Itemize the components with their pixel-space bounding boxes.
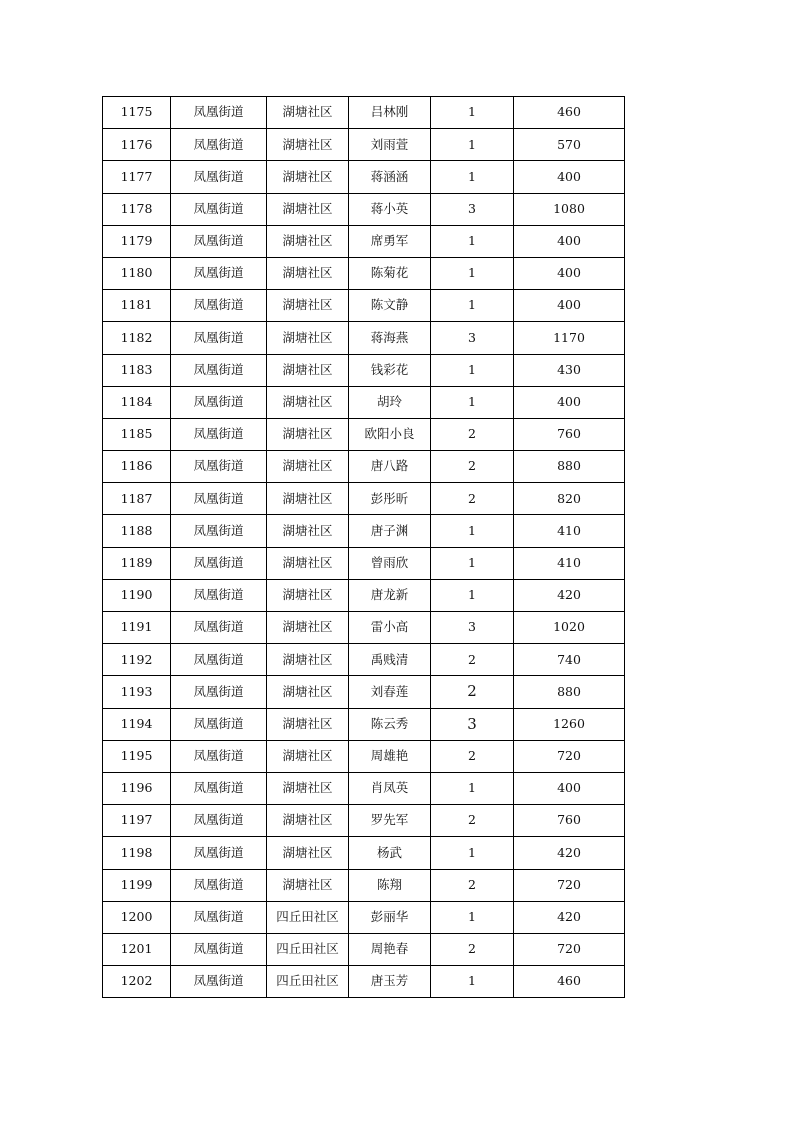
table-row [103, 772, 625, 804]
community-cell: 湖塘社区 [267, 225, 349, 257]
table-row [103, 193, 625, 225]
person-name-cell: 蒋海燕 [349, 322, 431, 354]
serial-number-cell: 1197 [103, 805, 171, 837]
community-cell: 湖塘社区 [267, 579, 349, 611]
amount-cell: 460 [514, 966, 625, 998]
amount-cell: 460 [514, 97, 625, 129]
household-size-cell: 1 [431, 97, 514, 129]
community-cell: 湖塘社区 [267, 386, 349, 418]
community-cell: 湖塘社区 [267, 515, 349, 547]
person-name-cell: 欧阳小良 [349, 418, 431, 450]
serial-number-cell: 1193 [103, 676, 171, 708]
person-name-cell: 彭丽华 [349, 901, 431, 933]
amount-cell: 420 [514, 901, 625, 933]
person-name-cell: 胡玲 [349, 386, 431, 418]
community-cell: 四丘田社区 [267, 933, 349, 965]
table-row [103, 869, 625, 901]
amount-cell: 740 [514, 644, 625, 676]
serial-number-cell: 1194 [103, 708, 171, 740]
street-cell: 凤凰街道 [171, 740, 267, 772]
amount-cell: 760 [514, 805, 625, 837]
table-row [103, 322, 625, 354]
serial-number-cell: 1192 [103, 644, 171, 676]
street-cell: 凤凰街道 [171, 547, 267, 579]
street-cell: 凤凰街道 [171, 483, 267, 515]
amount-cell: 420 [514, 837, 625, 869]
person-name-cell: 陈翔 [349, 869, 431, 901]
amount-cell: 760 [514, 418, 625, 450]
community-cell: 湖塘社区 [267, 257, 349, 289]
community-cell: 湖塘社区 [267, 161, 349, 193]
household-size-cell: 3 [431, 612, 514, 644]
community-cell: 湖塘社区 [267, 483, 349, 515]
amount-cell: 720 [514, 869, 625, 901]
street-cell: 凤凰街道 [171, 97, 267, 129]
household-size-cell: 3 [431, 708, 514, 740]
person-name-cell: 蒋小英 [349, 193, 431, 225]
amount-cell: 420 [514, 579, 625, 611]
serial-number-cell: 1179 [103, 225, 171, 257]
community-cell: 湖塘社区 [267, 290, 349, 322]
serial-number-cell: 1186 [103, 451, 171, 483]
household-size-cell: 1 [431, 579, 514, 611]
table-row [103, 418, 625, 450]
community-cell: 湖塘社区 [267, 451, 349, 483]
table-row [103, 257, 625, 289]
person-name-cell: 周艳春 [349, 933, 431, 965]
serial-number-cell: 1180 [103, 257, 171, 289]
table-row [103, 290, 625, 322]
household-size-cell: 1 [431, 901, 514, 933]
person-name-cell: 吕林刚 [349, 97, 431, 129]
serial-number-cell: 1176 [103, 129, 171, 161]
serial-number-cell: 1189 [103, 547, 171, 579]
street-cell: 凤凰街道 [171, 322, 267, 354]
community-cell: 湖塘社区 [267, 193, 349, 225]
person-name-cell: 刘雨萱 [349, 129, 431, 161]
street-cell: 凤凰街道 [171, 676, 267, 708]
street-cell: 凤凰街道 [171, 869, 267, 901]
table-row [103, 837, 625, 869]
table-row [103, 97, 625, 129]
amount-cell: 880 [514, 451, 625, 483]
community-cell: 湖塘社区 [267, 805, 349, 837]
amount-cell: 410 [514, 547, 625, 579]
serial-number-cell: 1200 [103, 901, 171, 933]
table-row [103, 515, 625, 547]
table-row [103, 547, 625, 579]
serial-number-cell: 1202 [103, 966, 171, 998]
person-name-cell: 唐子渊 [349, 515, 431, 547]
community-cell: 湖塘社区 [267, 612, 349, 644]
serial-number-cell: 1182 [103, 322, 171, 354]
community-cell: 湖塘社区 [267, 129, 349, 161]
assistance-list-table [102, 96, 625, 998]
person-name-cell: 陈云秀 [349, 708, 431, 740]
street-cell: 凤凰街道 [171, 418, 267, 450]
table-row [103, 740, 625, 772]
amount-cell: 400 [514, 290, 625, 322]
document-table-container [102, 96, 625, 998]
serial-number-cell: 1175 [103, 97, 171, 129]
serial-number-cell: 1196 [103, 772, 171, 804]
household-size-cell: 1 [431, 837, 514, 869]
amount-cell: 1260 [514, 708, 625, 740]
street-cell: 凤凰街道 [171, 612, 267, 644]
community-cell: 四丘田社区 [267, 901, 349, 933]
community-cell: 湖塘社区 [267, 869, 349, 901]
person-name-cell: 钱彩花 [349, 354, 431, 386]
street-cell: 凤凰街道 [171, 772, 267, 804]
amount-cell: 570 [514, 129, 625, 161]
community-cell: 湖塘社区 [267, 97, 349, 129]
table-row [103, 644, 625, 676]
street-cell: 凤凰街道 [171, 708, 267, 740]
community-cell: 四丘田社区 [267, 966, 349, 998]
serial-number-cell: 1183 [103, 354, 171, 386]
amount-cell: 400 [514, 257, 625, 289]
serial-number-cell: 1177 [103, 161, 171, 193]
amount-cell: 1080 [514, 193, 625, 225]
street-cell: 凤凰街道 [171, 805, 267, 837]
table-body [103, 97, 625, 998]
household-size-cell: 2 [431, 676, 514, 708]
household-size-cell: 2 [431, 869, 514, 901]
household-size-cell: 2 [431, 644, 514, 676]
person-name-cell: 陈菊花 [349, 257, 431, 289]
serial-number-cell: 1190 [103, 579, 171, 611]
household-size-cell: 2 [431, 805, 514, 837]
serial-number-cell: 1201 [103, 933, 171, 965]
street-cell: 凤凰街道 [171, 290, 267, 322]
amount-cell: 720 [514, 933, 625, 965]
person-name-cell: 陈文静 [349, 290, 431, 322]
community-cell: 湖塘社区 [267, 644, 349, 676]
table-row [103, 129, 625, 161]
person-name-cell: 杨武 [349, 837, 431, 869]
person-name-cell: 唐龙新 [349, 579, 431, 611]
community-cell: 湖塘社区 [267, 708, 349, 740]
street-cell: 凤凰街道 [171, 225, 267, 257]
street-cell: 凤凰街道 [171, 644, 267, 676]
street-cell: 凤凰街道 [171, 515, 267, 547]
table-row [103, 451, 625, 483]
person-name-cell: 彭彤昕 [349, 483, 431, 515]
household-size-cell: 2 [431, 740, 514, 772]
person-name-cell: 刘春莲 [349, 676, 431, 708]
person-name-cell: 周雄艳 [349, 740, 431, 772]
community-cell: 湖塘社区 [267, 676, 349, 708]
household-size-cell: 2 [431, 451, 514, 483]
household-size-cell: 1 [431, 257, 514, 289]
table-row [103, 676, 625, 708]
table-row [103, 225, 625, 257]
person-name-cell: 蒋涵涵 [349, 161, 431, 193]
amount-cell: 400 [514, 386, 625, 418]
serial-number-cell: 1184 [103, 386, 171, 418]
amount-cell: 1020 [514, 612, 625, 644]
table-row [103, 612, 625, 644]
amount-cell: 1170 [514, 322, 625, 354]
household-size-cell: 1 [431, 129, 514, 161]
community-cell: 湖塘社区 [267, 772, 349, 804]
table-row [103, 933, 625, 965]
household-size-cell: 1 [431, 225, 514, 257]
person-name-cell: 雷小高 [349, 612, 431, 644]
street-cell: 凤凰街道 [171, 966, 267, 998]
table-row [103, 579, 625, 611]
street-cell: 凤凰街道 [171, 354, 267, 386]
amount-cell: 400 [514, 772, 625, 804]
street-cell: 凤凰街道 [171, 933, 267, 965]
household-size-cell: 3 [431, 322, 514, 354]
community-cell: 湖塘社区 [267, 354, 349, 386]
community-cell: 湖塘社区 [267, 547, 349, 579]
street-cell: 凤凰街道 [171, 901, 267, 933]
street-cell: 凤凰街道 [171, 579, 267, 611]
table-row [103, 901, 625, 933]
serial-number-cell: 1191 [103, 612, 171, 644]
table-row [103, 354, 625, 386]
household-size-cell: 1 [431, 515, 514, 547]
household-size-cell: 3 [431, 193, 514, 225]
household-size-cell: 1 [431, 547, 514, 579]
amount-cell: 410 [514, 515, 625, 547]
community-cell: 湖塘社区 [267, 322, 349, 354]
person-name-cell: 禹贱清 [349, 644, 431, 676]
amount-cell: 880 [514, 676, 625, 708]
household-size-cell: 1 [431, 966, 514, 998]
street-cell: 凤凰街道 [171, 386, 267, 418]
street-cell: 凤凰街道 [171, 451, 267, 483]
street-cell: 凤凰街道 [171, 257, 267, 289]
street-cell: 凤凰街道 [171, 837, 267, 869]
table-row [103, 805, 625, 837]
street-cell: 凤凰街道 [171, 129, 267, 161]
amount-cell: 400 [514, 225, 625, 257]
person-name-cell: 罗先军 [349, 805, 431, 837]
household-size-cell: 1 [431, 290, 514, 322]
household-size-cell: 1 [431, 354, 514, 386]
person-name-cell: 唐八路 [349, 451, 431, 483]
household-size-cell: 2 [431, 933, 514, 965]
person-name-cell: 曾雨欣 [349, 547, 431, 579]
street-cell: 凤凰街道 [171, 193, 267, 225]
table-row [103, 966, 625, 998]
person-name-cell: 席勇军 [349, 225, 431, 257]
community-cell: 湖塘社区 [267, 418, 349, 450]
amount-cell: 720 [514, 740, 625, 772]
community-cell: 湖塘社区 [267, 740, 349, 772]
amount-cell: 400 [514, 161, 625, 193]
serial-number-cell: 1187 [103, 483, 171, 515]
street-cell: 凤凰街道 [171, 161, 267, 193]
community-cell: 湖塘社区 [267, 837, 349, 869]
table-row [103, 161, 625, 193]
serial-number-cell: 1188 [103, 515, 171, 547]
serial-number-cell: 1198 [103, 837, 171, 869]
serial-number-cell: 1185 [103, 418, 171, 450]
serial-number-cell: 1178 [103, 193, 171, 225]
household-size-cell: 1 [431, 161, 514, 193]
amount-cell: 430 [514, 354, 625, 386]
household-size-cell: 2 [431, 418, 514, 450]
person-name-cell: 肖凤英 [349, 772, 431, 804]
household-size-cell: 1 [431, 772, 514, 804]
serial-number-cell: 1199 [103, 869, 171, 901]
table-row [103, 708, 625, 740]
table-row [103, 483, 625, 515]
table-row [103, 386, 625, 418]
serial-number-cell: 1181 [103, 290, 171, 322]
household-size-cell: 1 [431, 386, 514, 418]
amount-cell: 820 [514, 483, 625, 515]
household-size-cell: 2 [431, 483, 514, 515]
serial-number-cell: 1195 [103, 740, 171, 772]
person-name-cell: 唐玉芳 [349, 966, 431, 998]
